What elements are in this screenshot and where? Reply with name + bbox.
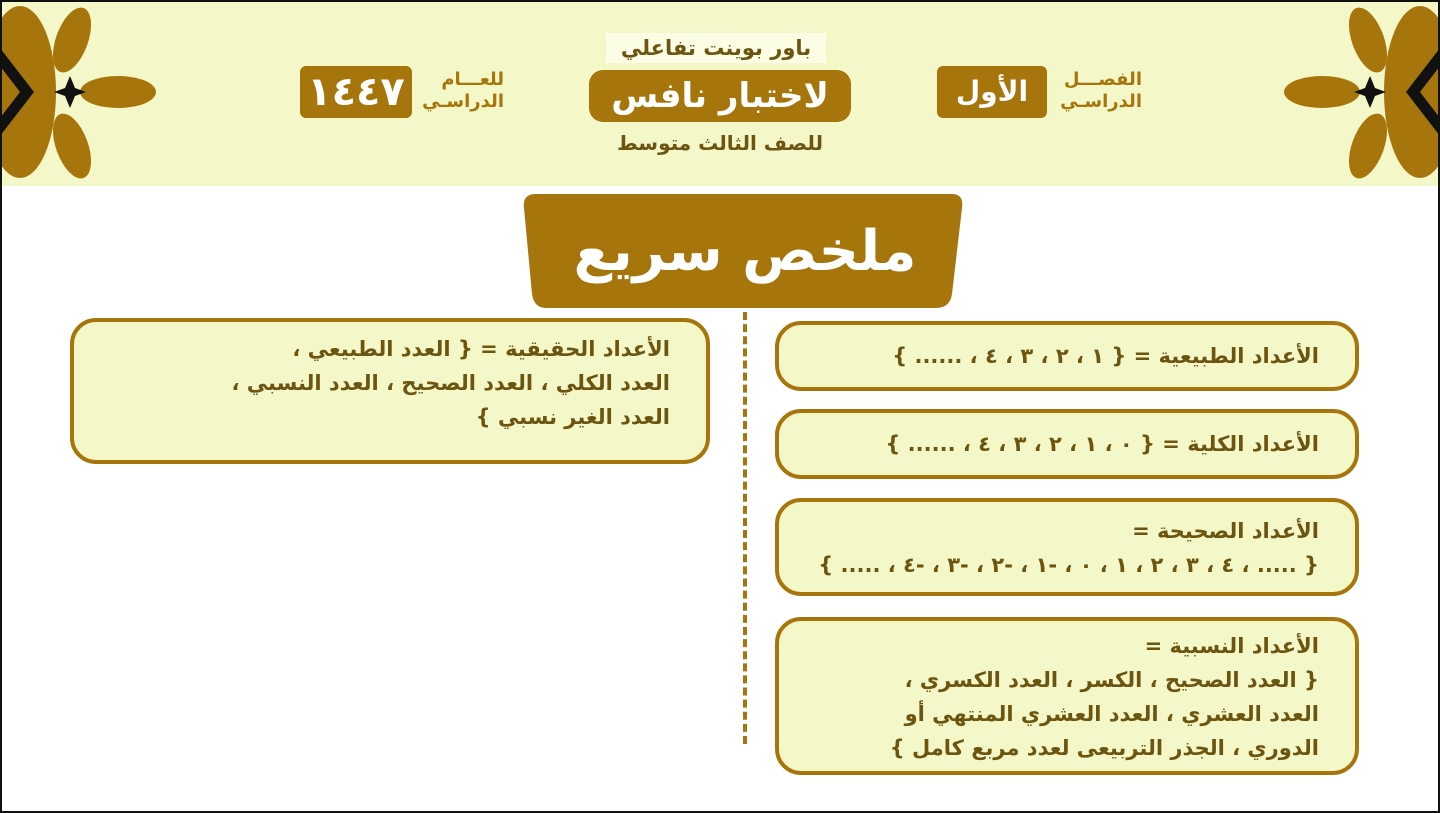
year-label-line1: للعـــام	[441, 69, 504, 90]
card-integer-line2: { ..... ، ٤ ، ٣ ، ٢ ، ١ ، ٠ ، -١ ، -٢ ، -٣ ، -٤ ، ..... }	[818, 553, 1319, 577]
card-integers	[775, 498, 1359, 596]
card-real-line2: العدد الكلي ، العدد الصحيح ، العدد النسبي ،	[231, 371, 670, 395]
term-label	[1050, 66, 1142, 118]
sub-title: للصف الثالث متوسط	[616, 131, 823, 155]
card-integer-line1: الأعداد الصحيحة =	[1132, 519, 1319, 543]
card-natural-line1: الأعداد الطبيعية = { ١ ، ٢ ، ٣ ، ٤ ، ...... }	[892, 344, 1319, 368]
card-rational-line3: العدد العشري ، العدد العشري المنتهي أو	[904, 702, 1319, 726]
ornament-left-icon	[0, 0, 170, 186]
card-rational-line2: { العدد الصحيح ، الكسر ، العدد الكسري ،	[904, 668, 1319, 692]
year-badge: ١٤٤٧	[300, 66, 412, 118]
main-title: لاختبار نافس	[589, 70, 851, 122]
term-badge: الأول	[937, 66, 1047, 118]
card-natural-numbers	[775, 321, 1359, 391]
card-whole-line1: الأعداد الكلية = { ٠ ، ١ ، ٢ ، ٣ ، ٤ ، ...... }	[885, 432, 1319, 456]
summary-title: ملخص سريع	[573, 219, 917, 284]
term-label-line1: الفصـــل	[1063, 69, 1142, 90]
year-label-line2: الدراسـي	[422, 91, 504, 112]
card-whole-numbers	[775, 409, 1359, 479]
card-rational-numbers	[775, 617, 1359, 775]
center-divider	[743, 312, 747, 744]
card-rational-line4: الدوري ، الجذر التربيعى لعدد مربع كامل }	[889, 736, 1319, 760]
top-title: باور بوينت تفاعلي	[606, 33, 826, 63]
ornament-right-icon	[1270, 0, 1440, 186]
year-label	[414, 66, 504, 118]
card-real-line3: العدد الغير نسبي }	[475, 405, 670, 429]
card-real-line1: الأعداد الحقيقية = { العدد الطبيعي ،	[292, 337, 670, 361]
term-label-line2: الدراسـي	[1060, 91, 1142, 112]
card-rational-line1: الأعداد النسبية =	[1144, 634, 1319, 658]
card-real-numbers	[70, 318, 710, 464]
